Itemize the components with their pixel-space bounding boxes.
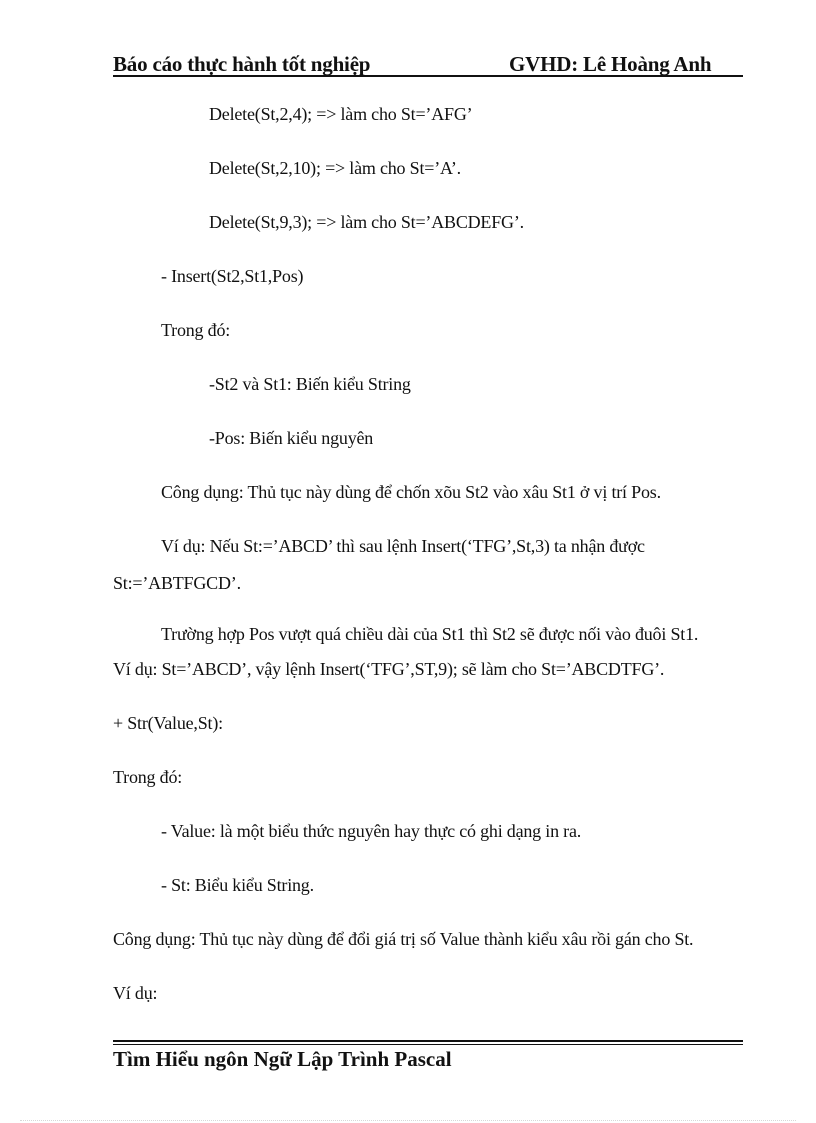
text-line-2: Delete(St,2,10); => làm cho St=’A’. <box>209 158 461 178</box>
text-line-6: -St2 và St1: Biến kiểu String <box>209 374 411 394</box>
text-line-15: - Value: là một biểu thức nguyên hay thực có ghi dạng in ra. <box>161 821 582 841</box>
text-line-4: - Insert(St2,St1,Pos) <box>161 266 304 286</box>
text-line-18: Ví dụ: <box>113 983 158 1003</box>
header-advisor: GVHD: Lê Hoàng Anh <box>509 52 712 76</box>
text-line-17: Công dụng: Thủ tục này dùng để đổi giá trị số Value thành kiểu xâu rồi gán cho St. <box>113 929 694 949</box>
header-title: Báo cáo thực hành tốt nghiệp <box>113 52 371 76</box>
footer-title: Tìm Hiểu ngôn Ngữ Lập Trình Pascal <box>113 1047 452 1071</box>
footer-rule-bottom <box>113 1044 743 1045</box>
text-line-5: Trong đó: <box>161 320 231 340</box>
text-line-11: Trường hợp Pos vượt quá chiều dài của St1 thì St2 sẽ được nối vào đuôi St1. <box>161 624 699 644</box>
text-line-14: Trong đó: <box>113 767 183 787</box>
footer-rule-top <box>113 1040 743 1042</box>
text-line-12: Ví dụ: St=’ABCD’, vậy lệnh Insert(‘TFG’,ST,9); sẽ làm cho St=’ABCDTFG’. <box>113 659 665 679</box>
header-rule <box>113 75 743 77</box>
text-line-9: Ví dụ: Nếu St:=’ABCD’ thì sau lệnh Insert(‘TFG’,St,3) ta nhận được <box>161 536 645 556</box>
text-line-10: St:=’ABTFGCD’. <box>113 573 241 593</box>
text-line-7: -Pos: Biến kiểu nguyên <box>209 428 374 448</box>
text-line-3: Delete(St,9,3); => làm cho St=’ABCDEFG’. <box>209 212 524 232</box>
text-line-16: - St: Biểu kiểu String. <box>161 875 314 895</box>
page-edge-divider <box>20 1120 796 1121</box>
text-line-1: Delete(St,2,4); => làm cho St=’AFG’ <box>209 104 473 124</box>
text-line-13: + Str(Value,St): <box>113 713 223 733</box>
text-line-8: Công dụng: Thủ tục này dùng để chốn xõu St2 vào xâu St1 ở vị trí Pos. <box>161 482 661 502</box>
